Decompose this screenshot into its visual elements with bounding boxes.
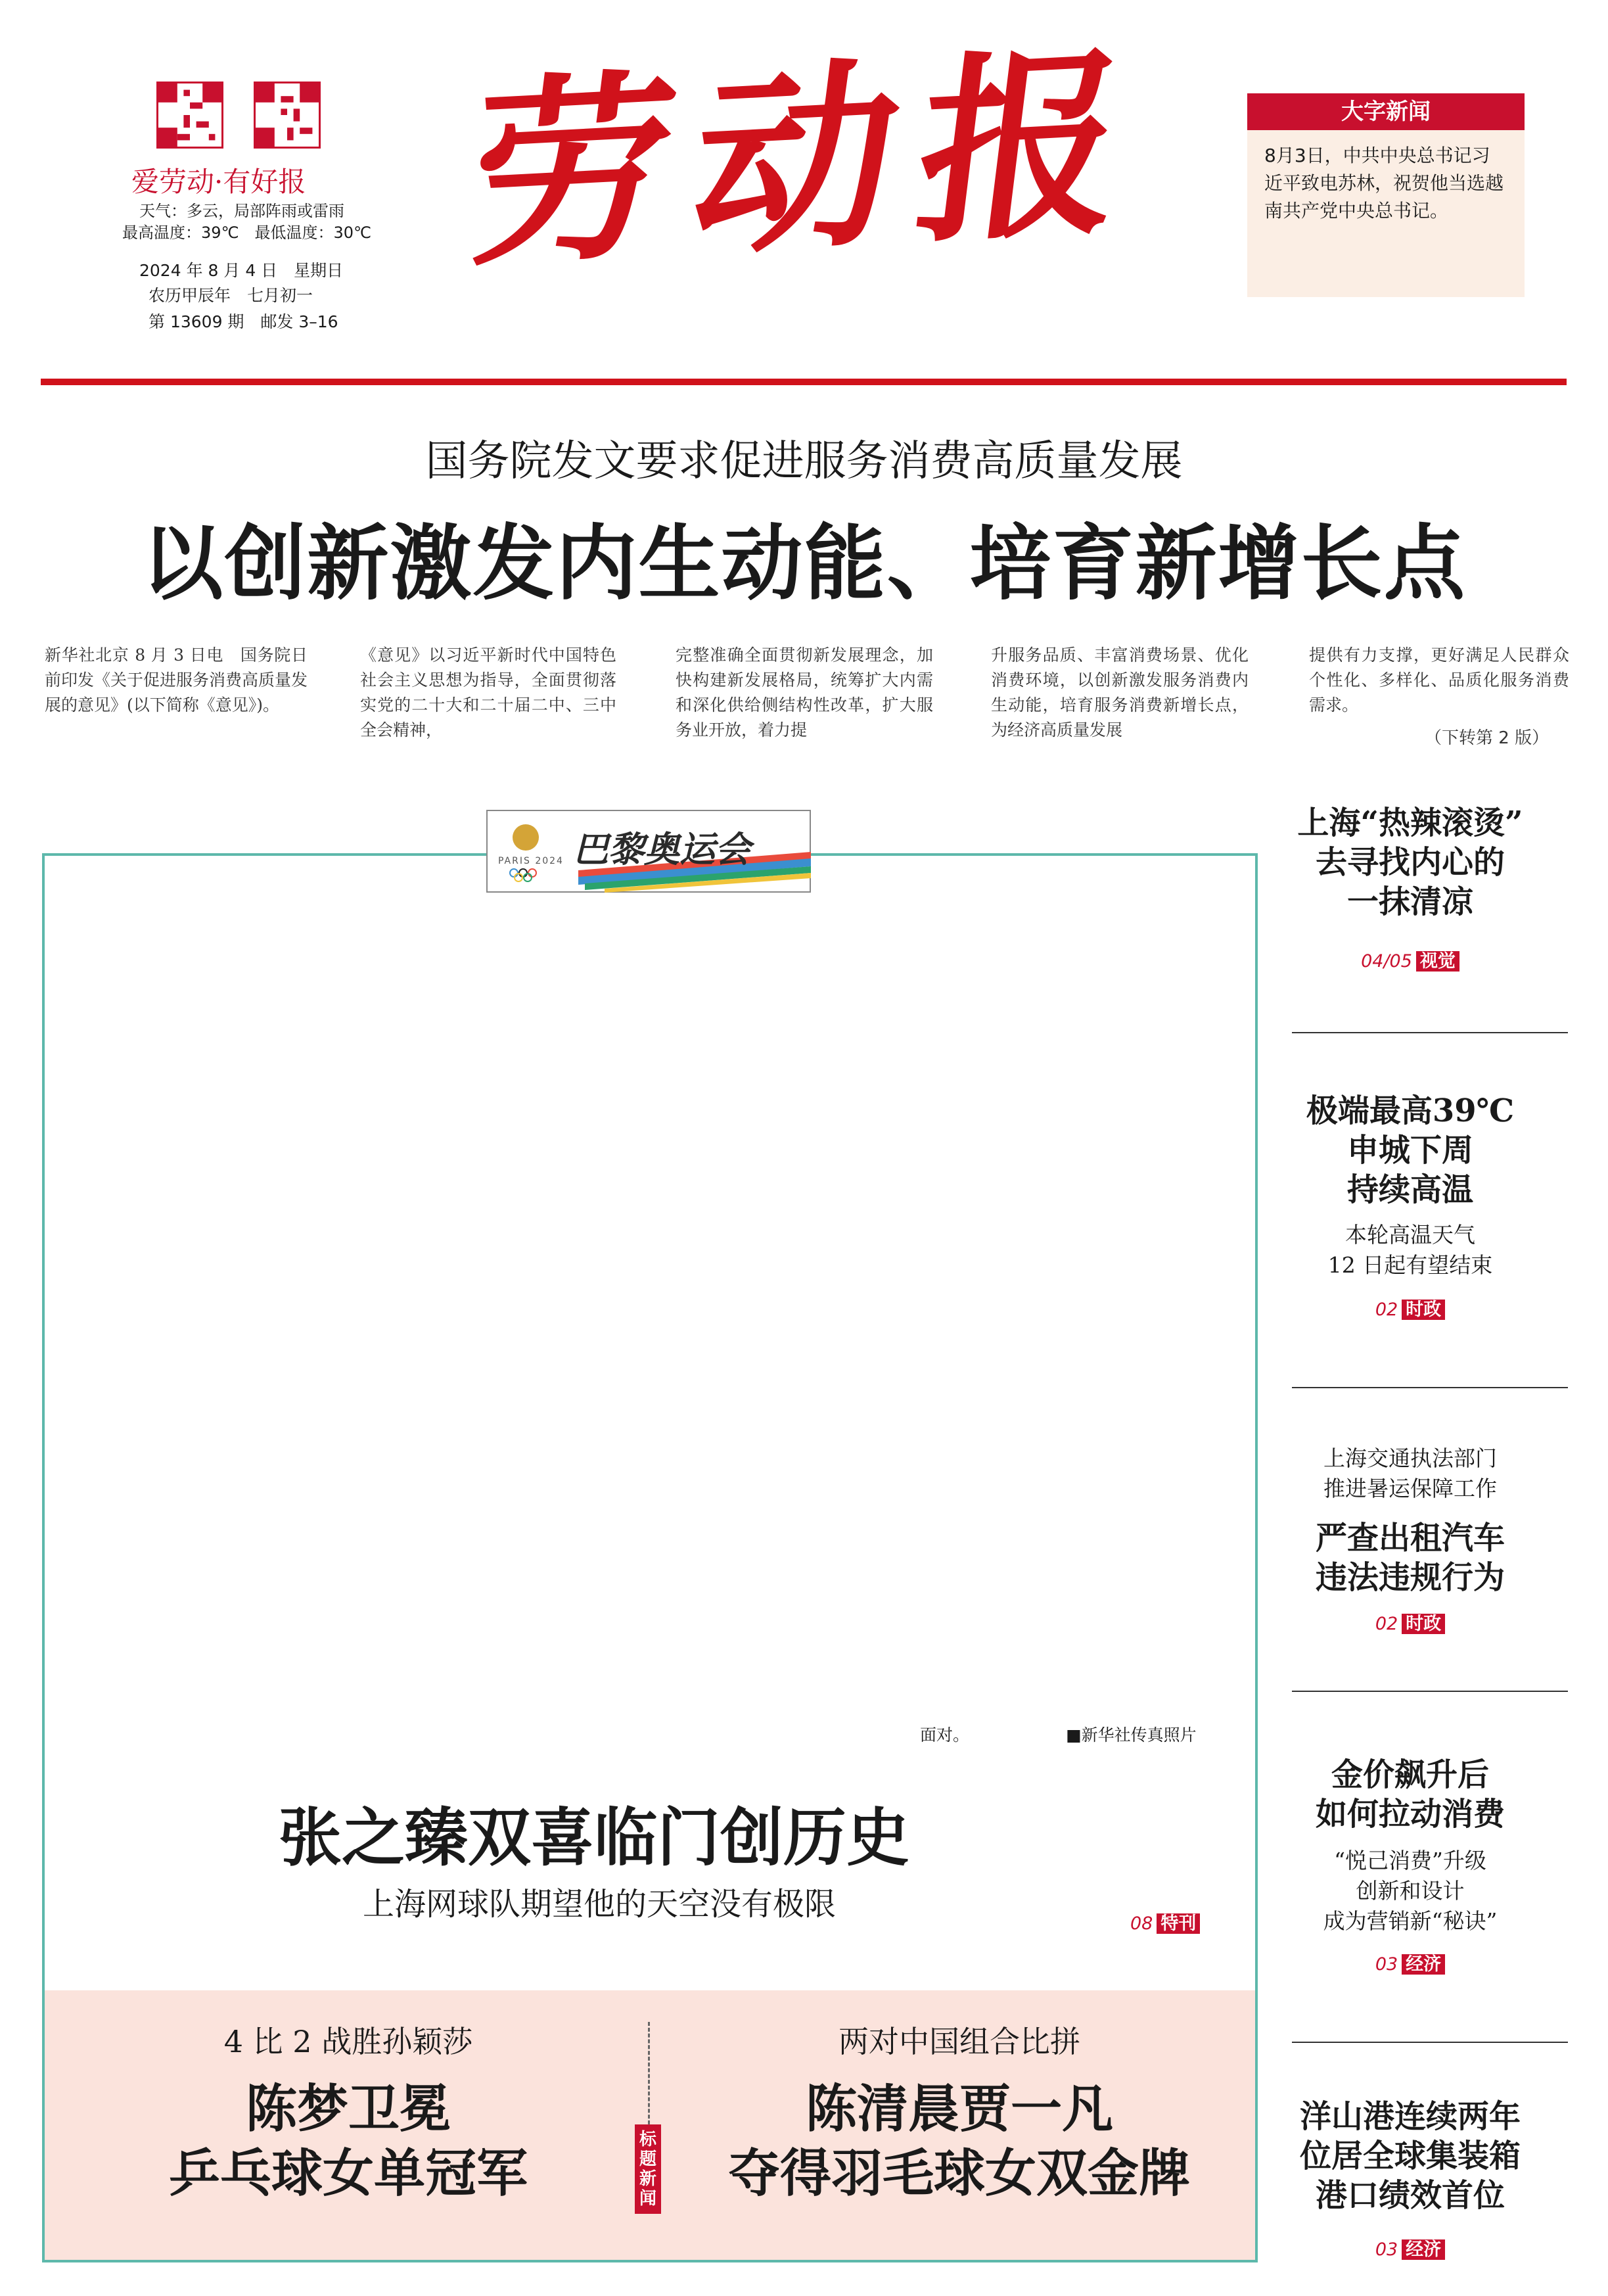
badminton-headline-line-2: 夺得羽毛球女双金牌 <box>728 2144 1190 2203</box>
lead-column-5: 提供有力支撑，更好满足人民群众个性化、多样化、品质化服务消费需求。 <box>1309 645 1569 715</box>
sidebar-title-line: 港口绩效首位 <box>1315 2177 1505 2214</box>
qr-code-left[interactable] <box>156 82 223 149</box>
lead-column-4: 升服务品质、丰富消费场景、优化消费环境，以创新激发服务消费内生动能，培育服务消费新增长点，为经济高质量发展 <box>991 645 1249 739</box>
page-number: 02 <box>1375 1614 1398 1634</box>
sidebar-divider <box>1292 1032 1568 1033</box>
title-news-tag-text: 标题新闻 <box>639 2130 656 2209</box>
page-number: 04/05 <box>1361 951 1412 972</box>
feature-section: 特刊 <box>1157 1913 1200 1934</box>
sidebar-title-line: 申城下周 <box>1346 1132 1473 1169</box>
sidebar-page-ref-5[interactable] <box>1292 2235 1528 2261</box>
sidebar-title-line: 去寻找内心的 <box>1315 844 1505 881</box>
sidebar-title-line: 位居全球集装箱 <box>1299 2138 1521 2174</box>
weather: 天气：多云，局部阵雨或雷雨 <box>139 202 344 220</box>
sidebar-page-ref-1[interactable] <box>1292 947 1528 972</box>
pingpong-kicker: 4 比 2 战胜孙颖莎 <box>223 2024 473 2059</box>
lead-kicker: 国务院发文要求促进服务消费高质量发展 <box>425 437 1183 486</box>
sidebar-pre-3 <box>1292 1443 1528 1504</box>
photo-credit: ■新华社传真照片 <box>1066 1725 1197 1745</box>
lead-column-3: 完整准确全面贯彻新发展理念，加快构建新发展格局，统筹扩大内需和深化供给侧结构性改革，扩大服务业开放，着力提 <box>676 645 933 739</box>
big-news-text: 8月3日，中共中央总书记习近平致电苏林，祝贺他当选越南共产党中央总书记。 <box>1247 130 1525 297</box>
badminton-headline[interactable] <box>666 2077 1252 2206</box>
sidebar-sub-line: 创新和设计 <box>1356 1878 1465 1904</box>
sidebar-title-line: 如何拉动消费 <box>1315 1796 1505 1833</box>
badminton-headline-line-1: 陈清晨贾一凡 <box>805 2079 1113 2139</box>
sidebar-page-ref-2[interactable] <box>1292 1295 1528 1321</box>
section-label: 时政 <box>1402 1300 1445 1320</box>
sidebar-sub-line: 成为营销新“秘诀” <box>1323 1908 1498 1934</box>
lunar-date: 农历甲辰年 七月初一 <box>149 286 313 305</box>
feature-subtitle: 上海网球队期望他的天空没有极限 <box>363 1886 837 1923</box>
section-label: 经济 <box>1402 2239 1445 2260</box>
sidebar-sub-line: “悦己消费”升级 <box>1334 1848 1486 1873</box>
sidebar-item-gold-price[interactable] <box>1292 1755 1528 1834</box>
section-label: 时政 <box>1402 1614 1445 1634</box>
sidebar-page-ref-3[interactable] <box>1292 1609 1528 1635</box>
sidebar-sub-line: 12 日起有望结束 <box>1327 1252 1493 1278</box>
big-news-label: 大字新闻 <box>1247 93 1525 130</box>
sidebar-item-heatwave-cool[interactable] <box>1292 803 1528 922</box>
title-news-tag <box>635 2124 661 2214</box>
olympics-badge-small: PARIS 2024 <box>498 856 564 866</box>
lead-column-2: 《意见》以习近平新时代中国特色社会主义思想为指导，全面贯彻落实党的二十大和二十届二中、三中全会精神， <box>360 645 616 739</box>
sidebar-divider <box>1292 1691 1568 1692</box>
sidebar-pre-line: 推进暑运保障工作 <box>1323 1476 1497 1501</box>
sidebar-pre-line: 上海交通执法部门 <box>1323 1445 1497 1471</box>
sidebar-divider <box>1292 1387 1568 1388</box>
sidebar-title-line: 上海“热辣滚烫” <box>1297 805 1523 841</box>
sidebar-item-high-temp[interactable] <box>1292 1091 1528 1209</box>
issue-number: 第 13609 期 邮发 3–16 <box>149 312 338 331</box>
sidebar-divider <box>1292 2042 1568 2043</box>
sidebar-title-line: 一抹清凉 <box>1346 883 1473 920</box>
sidebar-subtitle-2 <box>1292 1220 1528 1280</box>
sidebar-title-line: 持续高温 <box>1346 1171 1473 1208</box>
photo-caption-end: 面对。 <box>920 1725 970 1745</box>
sidebar-page-ref-4[interactable] <box>1292 1950 1528 1975</box>
sidebar-item-taxi-enforcement[interactable] <box>1292 1518 1528 1597</box>
sidebar-title-line: 金价飙升后 <box>1331 1756 1489 1793</box>
continued-note: （下转第 2 版） <box>1425 728 1550 748</box>
temperature: 最高温度：39℃ 最低温度：30℃ <box>122 223 371 242</box>
date: 2024 年 8 月 4 日 星期日 <box>139 261 344 280</box>
lead-headline[interactable]: 以创新激发内生动能、培育新增长点 <box>141 516 1467 611</box>
sidebar-item-yangshan-port[interactable] <box>1292 2097 1528 2215</box>
olympics-badge-label: 巴黎奥运会 <box>573 829 750 870</box>
section-label: 视觉 <box>1416 951 1459 972</box>
pingpong-headline-line-2: 乒乓球女单冠军 <box>168 2144 528 2203</box>
pingpong-headline-line-1: 陈梦卫冕 <box>245 2079 451 2139</box>
sidebar-title-line: 极端最高39℃ <box>1306 1092 1515 1129</box>
sidebar-subtitle-4 <box>1292 1846 1528 1936</box>
feature-page-number: 08 <box>1130 1913 1153 1934</box>
olympics-badge <box>486 810 811 893</box>
page-number: 03 <box>1375 2239 1398 2260</box>
sidebar-title-line: 严查出租汽车 <box>1315 1520 1505 1557</box>
sidebar-title-line: 洋山港连续两年 <box>1299 2098 1521 2135</box>
masthead-rule <box>41 379 1567 385</box>
feature-title[interactable]: 张之臻双喜临门创历史 <box>279 1800 909 1875</box>
qr-code-right[interactable] <box>254 82 321 149</box>
section-label: 经济 <box>1402 1954 1445 1975</box>
page-number: 02 <box>1375 1300 1398 1320</box>
sidebar-sub-line: 本轮高温天气 <box>1345 1222 1475 1248</box>
newspaper-logo: 劳动报 <box>455 24 1159 294</box>
page-number: 03 <box>1375 1954 1398 1975</box>
pingpong-headline[interactable] <box>59 2077 637 2206</box>
feature-page-ref[interactable] <box>1130 1909 1200 1934</box>
slogan: 爱劳动·有好报 <box>131 166 306 198</box>
sidebar-title-line: 违法违规行为 <box>1315 1559 1505 1596</box>
badminton-kicker: 两对中国组合比拼 <box>838 2024 1080 2059</box>
lead-column-1: 新华社北京 8 月 3 日电 国务院日前印发《关于促进服务消费高质量发展的意见》(以下简称《意见》)。 <box>45 645 308 715</box>
